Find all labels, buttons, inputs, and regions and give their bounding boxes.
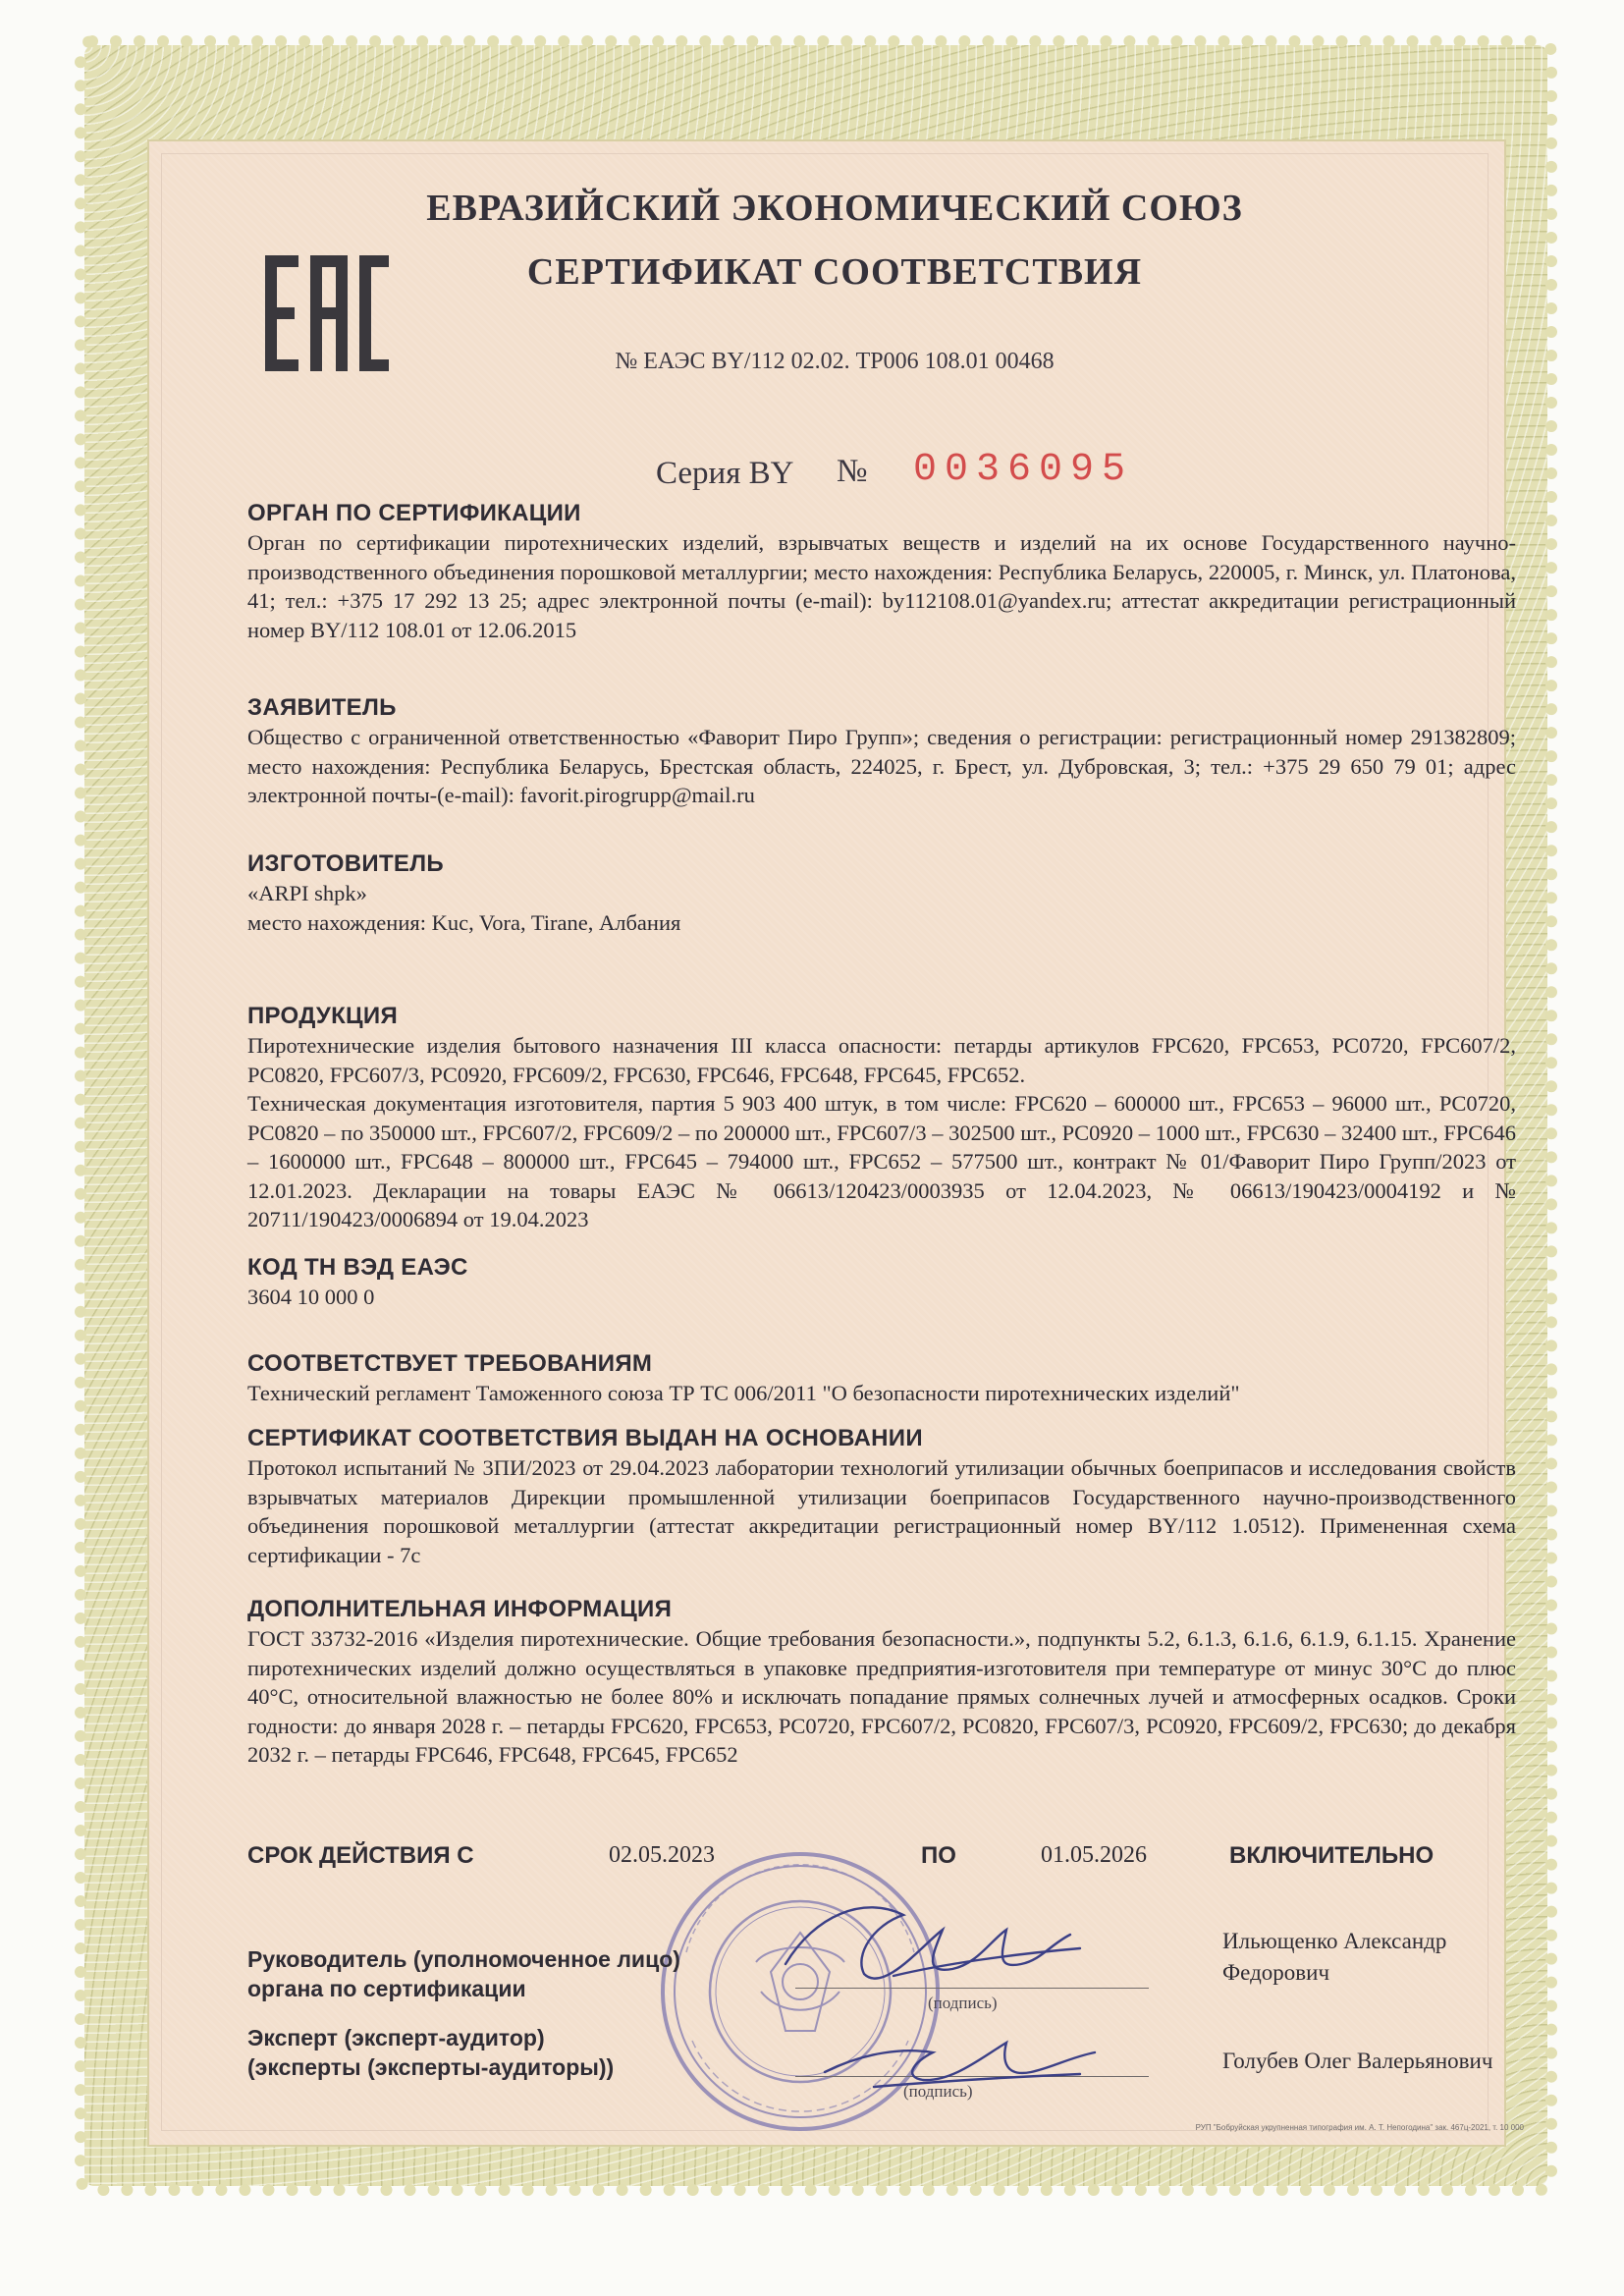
section-heading: СООТВЕТСТВУЕТ ТРЕБОВАНИЯМ [247,1350,653,1377]
head-label-line1: Руководитель (уполномоченное лицо) [247,1946,680,1972]
expert-signature-caption: (подпись) [903,2082,973,2101]
head-name-line1: Ильющенко Александр [1222,1929,1447,1953]
series-number: 0036095 [913,448,1134,492]
section-additional [247,1595,1516,1770]
validity-from-date: 02.05.2023 [609,1842,715,1868]
validity-from-label: СРОК ДЕЙСТВИЯ С [247,1842,474,1869]
product-description: Пиротехнические изделия бытового назначения III класса опасности: петарды артикулов FPC620, FPC653, PC0720, FPC607/2, PC0820, FPC607/3, PC0920, FPC609/2, FPC630, FPC646, FPC648, FPC645, FPC652. [247,1033,1516,1087]
section-heading: ПРОДУКЦИЯ [247,1003,398,1029]
expert-name: Голубев Олег Валерьянович [1222,2049,1493,2073]
section-text: Общество с ограниченной ответственностью «Фаворит Пиро Групп»; сведения о регистрации: регистрационный номер 291382809; место нахождения: Республика Беларусь, Брестская область, 224025, г. Брест, ул. Дубровская, 3; тел.: +375 29 650 79 01; адрес электронной почты-(e-mail): favorit.pirogrupp@mail.ru [247,725,1516,807]
validity-to-label: ПО [921,1842,956,1869]
series-no-sign: № [837,454,868,489]
section-heading: СЕРТИФИКАТ СООТВЕТСТВИЯ ВЫДАН НА ОСНОВАНИИ [247,1425,923,1451]
printer-note: РУП "Бобруйская укрупненная типография им. А. Т. Непогодина" зак. 467ц-2021, т. 10 000 [1195,2123,1524,2132]
product-documentation: Техническая документация изготовителя, партия 5 903 400 штук, в том числе: FPC620 – 600000 шт., FPC653 – 96000 шт., PC0720, PC0820 – по 350000 шт., FPC607/2, FPC609/2 – по 200000 шт., FPC607/3 – 302500 шт., PC0920 – 1000 шт., FPC630 – 32400 шт., FPC646 – 1600000 шт., FPC648 – 800000 шт., FPC645 – 794000 шт., FPC652 – 577500 шт., контракт № 01/Фаворит Пиро Групп/2023 от 12.01.2023. Декларации на товары ЕАЭС № 06613/120423/0003935 от 12.04.2023, № 06613/190423/0004192 и № 20711/190423/0006894 от 19.04.2023 [247,1091,1516,1231]
section-basis [247,1424,1516,1569]
section-conformity [247,1349,1516,1408]
expert-signature-icon [825,2043,1095,2087]
manufacturer-address: место нахождения: Kuc, Vora, Tirane, Албания [247,909,681,935]
section-hs-code [247,1253,1516,1312]
series-label: Серия BY [656,456,794,491]
section-cert-body [247,499,1516,644]
section-text: ГОСТ 33732-2016 «Изделия пиротехнические. Общие требования безопасности.», подпункты 5.2, 6.1.3, 6.1.6, 6.1.9, 6.1.15. Хранение пиротехнических изделий должно осуществляться в упаковке предприятия-изготовителя при температуре от минус 30°С до плюс 40°С, относительной влажностью не более 80% и исключать попадание прямых солнечных лучей и атмосферных осадков. Сроки годности: до января 2028 г. – петарды FPC620, FPC653, PC0720, FPC607/2, PC0820, FPC607/3, PC0920, FPC609/2, FPC630; до декабря 2032 г. – петарды FPC646, FPC648, FPC645, FPC652 [247,1626,1516,1767]
expert-label-line2: (эксперты (эксперты-аудиторы)) [247,2054,615,2080]
head-signature-icon [785,1907,1080,1978]
union-title: ЕВРАЗИЙСКИЙ ЭКОНОМИЧЕСКИЙ СОЮЗ [426,188,1243,229]
section-text: Протокол испытаний № 3ПИ/2023 от 29.04.2023 лаборатории технологий утилизации обычных боеприпасов и исследования свойств взрывчатых материалов Дирекции промышленной утилизации боеприпасов Государственного научно-производственного объединения порошковой металлургии (аттестат аккредитации регистрационный номер BY/112 1.0512). Примененная схема сертификации - 7с [247,1455,1516,1567]
head-label-line2: органа по сертификации [247,1976,526,2001]
handwritten-signatures [756,1886,1168,2121]
expert-label-line1: Эксперт (эксперт-аудитор) [247,2025,545,2050]
validity-to-date: 01.05.2026 [1041,1842,1147,1868]
section-heading: ОРГАН ПО СЕРТИФИКАЦИИ [247,500,581,526]
certificate-title: СЕРТИФИКАТ СООТВЕТСТВИЯ [526,251,1143,293]
validity-inclusive: ВКЛЮЧИТЕЛЬНО [1229,1842,1435,1869]
manufacturer-name: «ARPI shpk» [247,881,367,905]
section-product [247,1002,1516,1234]
section-applicant [247,693,1516,810]
section-heading: ИЗГОТОВИТЕЛЬ [247,850,444,877]
section-heading: ЗАЯВИТЕЛЬ [247,694,397,721]
section-text: Орган по сертификации пиротехнических изделий, взрывчатых веществ и изделий на их основе Государственного научно-производственного объединения порошковой металлургии; место нахождения: Республика Беларусь, 220005, г. Минск, ул. Платонова, 41; тел.: +375 17 292 13 25; адрес электронной почты (e-mail): by112108.01@yandex.ru; аттестат аккредитации регистрационный номер BY/112 108.01 от 12.06.2015 [247,530,1516,642]
section-text: 3604 10 000 0 [247,1285,375,1309]
section-heading: КОД ТН ВЭД ЕАЭС [247,1254,468,1281]
section-text: Технический регламент Таможенного союза ТР ТС 006/2011 "О безопасности пиротехнических изделий" [247,1381,1240,1405]
head-name-line2: Федорович [1222,1960,1330,1985]
section-manufacturer [247,849,1516,937]
certificate-number: № ЕАЭС BY/112 02.02. ТР006 108.01 00468 [615,349,1055,374]
head-signature-caption: (подпись) [928,1994,998,2012]
section-heading: ДОПОЛНИТЕЛЬНАЯ ИНФОРМАЦИЯ [247,1596,673,1622]
